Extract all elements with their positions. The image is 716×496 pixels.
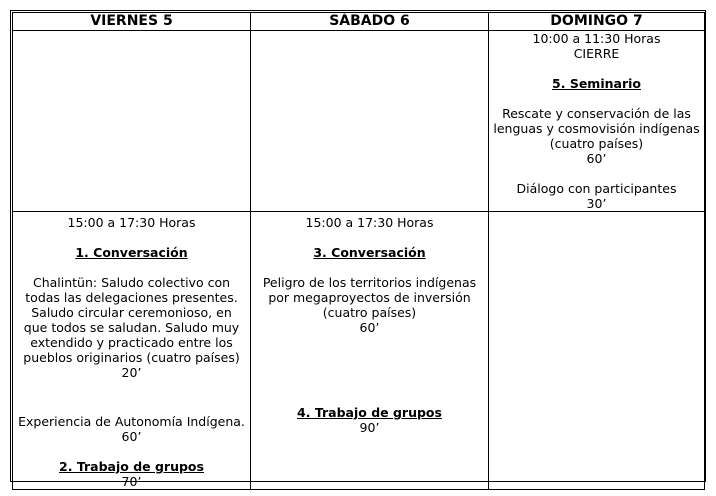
cell-viernes-afternoon	[13, 212, 251, 490]
cell-domingo-morning	[489, 31, 705, 212]
viernes-s1-duration: 20’	[121, 365, 142, 380]
cell-sabado-morning	[251, 31, 489, 212]
sabado-s2-duration: 90’	[359, 420, 380, 435]
viernes-s2-duration: 60’	[121, 429, 142, 444]
cell-domingo-afternoon	[489, 212, 705, 490]
cell-viernes-morning	[13, 31, 251, 212]
domingo-dialog-duration: 30’	[586, 196, 607, 211]
afternoon-row	[13, 212, 705, 490]
domingo-time: 10:00 a 11:30 Horas	[532, 31, 661, 46]
header-sabado: SÁBADO 6	[251, 13, 489, 31]
viernes-s3-title: 2. Trabajo de grupos	[59, 459, 204, 474]
sabado-time: 15:00 a 17:30 Horas	[305, 215, 434, 230]
viernes-s1-desc: Chalintün: Saludo colectivo con todas las delegaciones presentes. Saludo circular ceremonioso, en que todos se saludan. Saludo muy extendido y practicado entre los pueblos originarios (cuatro países)	[23, 275, 240, 365]
domingo-session-desc: Rescate y conservación de las lenguas y cosmovisión indígenas (cuatro países)	[493, 106, 700, 151]
viernes-s3-duration: 70’	[121, 474, 142, 489]
domingo-session-title: 5. Seminario	[552, 76, 641, 91]
domingo-session-duration: 60’	[586, 151, 607, 166]
sabado-s1-duration: 60’	[359, 320, 380, 335]
viernes-s1-title: 1. Conversación	[75, 245, 188, 260]
header-row	[13, 13, 705, 31]
domingo-label: CIERRE	[573, 46, 620, 61]
sabado-s1-title: 3. Conversación	[313, 245, 426, 260]
header-domingo: DOMINGO 7	[489, 13, 705, 31]
domingo-dialog: Diálogo con participantes	[516, 181, 677, 196]
cell-sabado-afternoon	[251, 212, 489, 490]
viernes-s2-desc: Experiencia de Autonomía Indígena.	[18, 414, 245, 429]
schedule-table	[12, 12, 705, 490]
viernes-time: 15:00 a 17:30 Horas	[67, 215, 196, 230]
sabado-s1-desc: Peligro de los territorios indígenas por megaproyectos de inversión (cuatro países)	[262, 275, 477, 320]
morning-row	[13, 31, 705, 212]
sabado-s2-title: 4. Trabajo de grupos	[297, 405, 442, 420]
header-viernes: VIERNES 5	[13, 13, 251, 31]
